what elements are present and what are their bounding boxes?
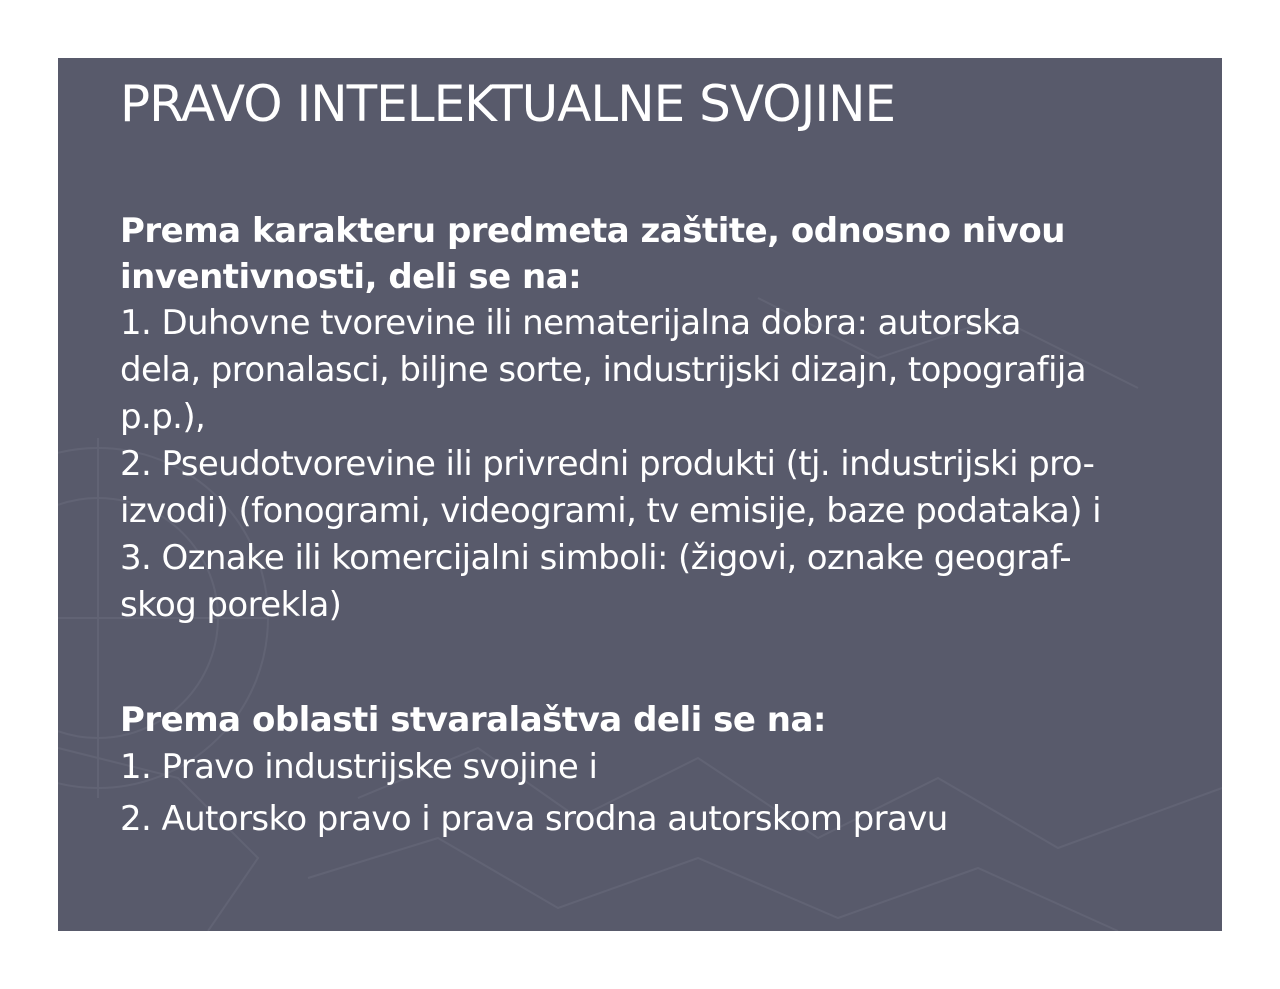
section1-line: 3. Oznake ili komercijalni simboli: (žigovi, oznake geograf-: [120, 538, 1072, 578]
section1-line: dela, pronalasci, biljne sorte, industrijski dizajn, topografija: [120, 350, 1086, 390]
section1-line: izvodi) (fonogrami, videogrami, tv emisije, baze podataka) i: [120, 491, 1102, 531]
section1-line: 1. Duhovne tvorevine ili nematerijalna dobra: autorska: [120, 303, 1021, 343]
section1-line: skog porekla): [120, 585, 342, 625]
section1-heading-line1: Prema karakteru predmeta zaštite, odnosno nivou: [120, 211, 1065, 251]
section2-item: 1. Pravo industrijske svojine i: [120, 747, 598, 787]
section2-heading: Prema oblasti stvaralaštva deli se na:: [120, 700, 826, 740]
section2-item: 2. Autorsko pravo i prava srodna autorskom pravu: [120, 799, 948, 839]
section1-line: 2. Pseudotvorevine ili privredni produkti (tj. industrijski pro-: [120, 444, 1095, 484]
section1-heading-line2: inventivnosti, deli se na:: [120, 257, 582, 297]
section1-line: p.p.),: [120, 397, 206, 437]
slide: [58, 58, 1222, 931]
slide-title: PRAVO INTELEKTUALNE SVOJINE: [120, 75, 896, 133]
